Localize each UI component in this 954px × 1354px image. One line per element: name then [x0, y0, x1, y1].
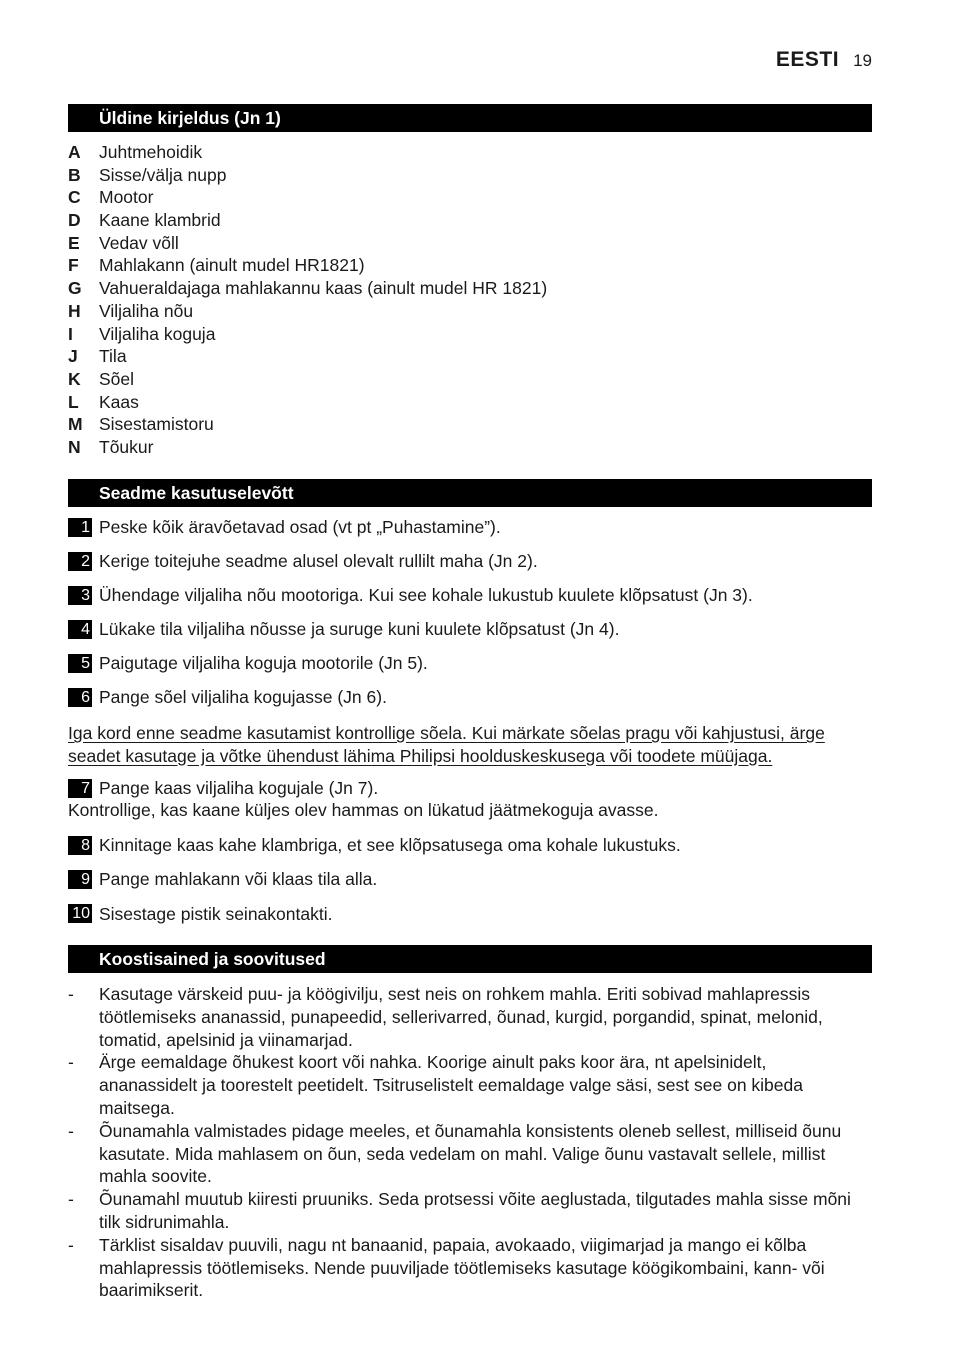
list-item [68, 413, 547, 436]
step-number: 3 [68, 586, 92, 605]
step-text: Pange kaas viljaliha kogujale (Jn 7). [99, 778, 379, 798]
tip-item [68, 1188, 868, 1234]
section-title-first-use: Seadme kasutuselevõtt [68, 479, 872, 507]
tip-text: Õunamahla valmistades pidage meeles, et õunamahla konsistents oleneb sellest, milliseid õunu kasutate. Mida mahlasem on õun, seda vedelam on mahl. Valige õunu vastavalt sellele, millist mahla soovite. [99, 1120, 842, 1187]
list-item-key: C [68, 187, 81, 208]
tip-item [68, 1051, 868, 1119]
list-item-text: Viljaliha koguja [99, 323, 216, 344]
list-item-text: Sõel [99, 368, 135, 389]
list-item [68, 391, 547, 414]
step-number: 10 [68, 904, 92, 923]
page-number: 19 [853, 51, 872, 70]
step-item [68, 584, 878, 606]
step-number: 4 [68, 620, 92, 639]
step-number: 5 [68, 654, 92, 673]
list-item-text: Kaane klambrid [99, 210, 221, 231]
list-item-key: N [68, 436, 81, 457]
parts-list [68, 141, 547, 459]
step-text: Paigutage viljaliha koguja mootorile (Jn 5). [99, 653, 428, 673]
language-label: EESTI [775, 48, 840, 71]
step-item [68, 868, 878, 890]
step-item [68, 516, 878, 538]
step-item [68, 652, 878, 674]
list-item [68, 254, 547, 277]
step-text: Ühendage viljaliha nõu mootoriga. Kui see kohale lukustub kuulete klõpsatust (Jn 3). [99, 585, 753, 605]
list-item-text: Vedav võll [99, 232, 179, 253]
list-item [68, 141, 547, 164]
list-item-key: K [68, 368, 81, 389]
list-item-key: J [68, 346, 78, 367]
page-header [776, 48, 872, 72]
tip-text: Õunamahl muutub kiiresti pruuniks. Seda protsessi võite aeglustada, tilgutades mahla sisse mõni tilk sidrunimahla. [99, 1189, 851, 1232]
list-item [68, 232, 547, 255]
tip-item [68, 1234, 868, 1302]
list-item-key: G [68, 278, 82, 299]
list-item-key: A [68, 142, 81, 162]
step-item [68, 550, 878, 572]
step-text: Lükake tila viljaliha nõusse ja suruge kuni kuulete klõpsatust (Jn 4). [99, 619, 620, 639]
step-text: Pange sõel viljaliha kogujasse (Jn 6). [99, 687, 387, 707]
list-item [68, 209, 547, 232]
step-item [68, 777, 878, 799]
step-number: 1 [68, 518, 92, 537]
list-item-key: D [68, 210, 81, 231]
tip-item [68, 983, 868, 1051]
list-item-text: Mootor [99, 187, 154, 208]
list-item-key: E [68, 232, 80, 253]
step-number: 9 [68, 870, 92, 889]
bullet-dash: - [68, 1052, 74, 1073]
step-text: Pange mahlakann või klaas tila alla. [99, 869, 378, 890]
list-item [68, 345, 547, 368]
list-item-text: Sisse/välja nupp [99, 164, 227, 185]
step-note: Kontrollige, kas kaane küljes olev hammas on lükatud jäätmekoguja avasse. [68, 800, 659, 820]
section-title-ingredients: Koostisained ja soovitused [68, 945, 872, 973]
bullet-dash: - [68, 1234, 74, 1255]
step-number: 6 [68, 688, 92, 707]
tip-text: Kasutage värskeid puu- ja köögivilju, sest neis on rohkem mahla. Eriti sobivad mahlapressis töötlemiseks ananassid, punapeedid, sellerivarred, õunad, kurgid, porgandid, spinat, melonid, tomatid, apelsinid ja viinamarjad. [99, 984, 823, 1050]
step-number: 8 [68, 836, 92, 855]
list-item [68, 300, 547, 323]
tip-text: Ärge eemaldage õhukest koort või nahka. Koorige ainult paks koor ära, nt apelsinidelt, ananassidelt ja toorestelt peetidelt. Tsitruselistelt eemaldage valge säsi, sest see on kibeda maitsega. [99, 1052, 803, 1118]
tips-list [68, 983, 868, 1302]
list-item-key: L [68, 391, 79, 412]
step-item [68, 686, 878, 708]
section-title-general-description: Üldine kirjeldus (Jn 1) [68, 104, 872, 132]
list-item-text: Tila [99, 346, 127, 367]
tip-text: Tärklist sisaldav puuvili, nagu nt banaanid, papaia, avokaado, viigimarjad ja mango ei kõlba mahlapressis töötlemiseks. Nende puuviljade töötlemiseks kasutage köögikombaini, kann- või baarimikserit. [99, 1234, 825, 1301]
step-number: 7 [68, 779, 92, 798]
bullet-dash: - [68, 1189, 74, 1210]
list-item [68, 436, 547, 459]
list-item [68, 323, 547, 346]
list-item [68, 164, 547, 187]
list-item-text: Juhtmehoidik [99, 142, 203, 162]
step-item [68, 903, 878, 925]
list-item-text: Tõukur [99, 436, 154, 457]
step-text: Sisestage pistik seinakontakti. [99, 903, 333, 924]
step-item [68, 834, 878, 856]
step-number: 2 [68, 552, 92, 571]
warning-text: Iga kord enne seadme kasutamist kontrollige sõela. Kui märkate sõelas pragu või kahjustusi, ärge seadet kasutage ja võtke ühendust lähima Philipsi hoolduskeskusega või toodete müüjaga. [68, 723, 825, 766]
list-item-text: Kaas [99, 391, 139, 412]
list-item-text: Mahlakann (ainult mudel HR1821) [99, 255, 365, 276]
steps-list-step7 [68, 777, 878, 821]
list-item-key: I [68, 323, 73, 344]
steps-list-a [68, 516, 878, 720]
bullet-dash: - [68, 984, 74, 1004]
list-item-key: B [68, 164, 81, 185]
list-item-key: F [68, 255, 79, 276]
step-text: Kerige toitejuhe seadme alusel olevalt rullilt maha (Jn 2). [99, 551, 538, 571]
list-item [68, 186, 547, 209]
list-item [68, 368, 547, 391]
step-text: Kinnitage kaas kahe klambriga, et see klõpsatusega oma kohale lukustuks. [99, 835, 681, 855]
list-item-key: H [68, 300, 81, 321]
list-item-key: M [68, 414, 83, 435]
list-item-text: Viljaliha nõu [99, 300, 194, 321]
bullet-dash: - [68, 1120, 74, 1141]
step-item [68, 618, 878, 640]
list-item [68, 277, 547, 300]
list-item-text: Sisestamistoru [99, 414, 214, 435]
tip-item [68, 1120, 868, 1188]
list-item-text: Vahueraldajaga mahlakannu kaas (ainult mudel HR 1821) [99, 278, 548, 299]
step-text: Peske kõik äravõetavad osad (vt pt „Puhastamine”). [99, 517, 501, 537]
steps-list-b [68, 834, 878, 937]
